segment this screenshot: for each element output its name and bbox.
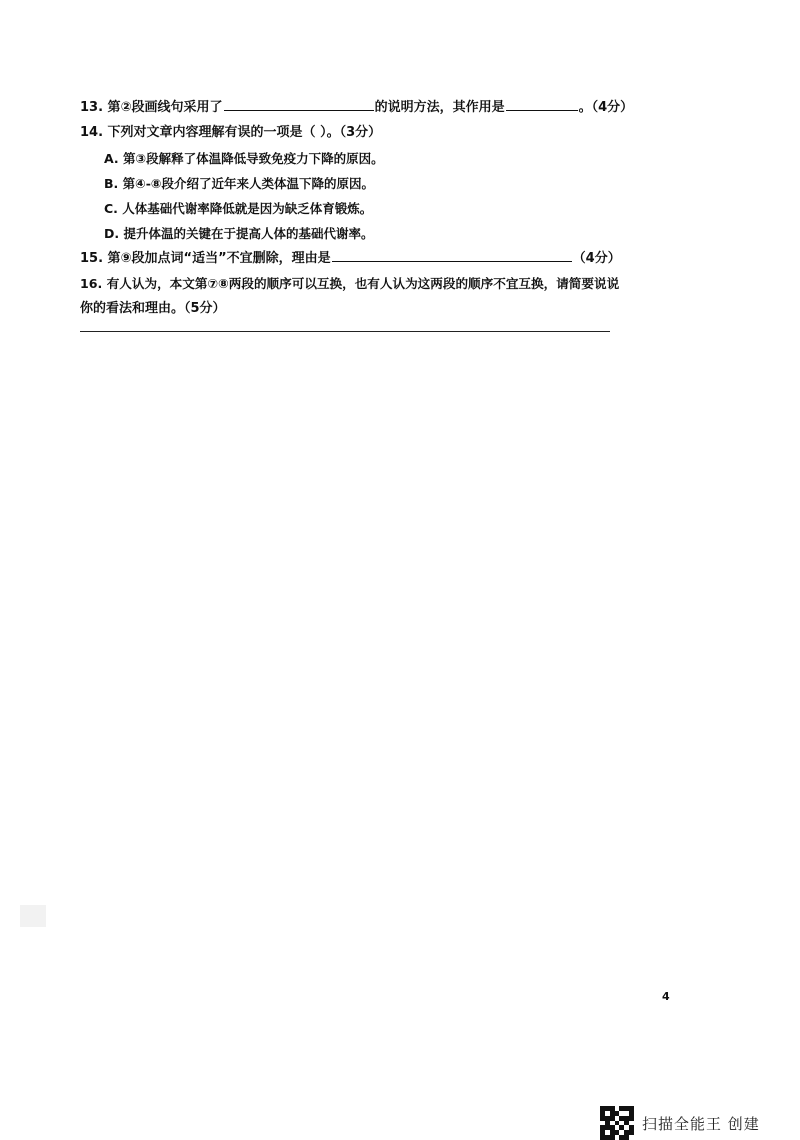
q16-answer-line[interactable] xyxy=(80,331,610,332)
q14-option-a: A. 第③段解释了体温降低导致免疫力下降的原因。 xyxy=(104,151,384,166)
q13-blank-effect[interactable] xyxy=(506,98,578,111)
watermark-text: 扫描全能王 创建 xyxy=(642,1114,760,1133)
q15-text-post: （4分） xyxy=(572,251,621,266)
q14-option-d: D. 提升体温的关键在于提高人体的基础代谢率。 xyxy=(104,226,374,241)
question-13 xyxy=(80,98,633,117)
scanner-watermark xyxy=(600,1108,760,1138)
q13-text-mid: 的说明方法，其作用是 xyxy=(374,100,505,115)
q13-text-post: 。（4分） xyxy=(578,100,634,115)
q15-blank-reason[interactable] xyxy=(332,249,572,262)
q15-text-pre: 15. 第⑨段加点词“适当”不宜删除，理由是 xyxy=(80,251,331,266)
q13-blank-method[interactable] xyxy=(224,98,374,111)
question-14-stem: 14. 下列对文章内容理解有误的一项是（ ）。（3分） xyxy=(80,125,382,140)
question-16-line2: 你的看法和理由。（5分） xyxy=(80,301,226,316)
q14-option-b: B. 第④-⑧段介绍了近年来人类体温下降的原因。 xyxy=(104,176,374,191)
scan-smudge xyxy=(20,905,46,927)
qr-code-icon xyxy=(600,1106,634,1140)
question-16-line1: 16. 有人认为，本文第⑦⑧两段的顺序可以互换，也有人认为这两段的顺序不宜互换，请简要说说 xyxy=(80,276,620,291)
question-15 xyxy=(80,249,621,268)
q13-text-pre: 13. 第②段画线句采用了 xyxy=(80,100,223,115)
page-number: 4 xyxy=(662,990,670,1003)
q14-option-c: C. 人体基础代谢率降低就是因为缺乏体育锻炼。 xyxy=(104,201,373,216)
